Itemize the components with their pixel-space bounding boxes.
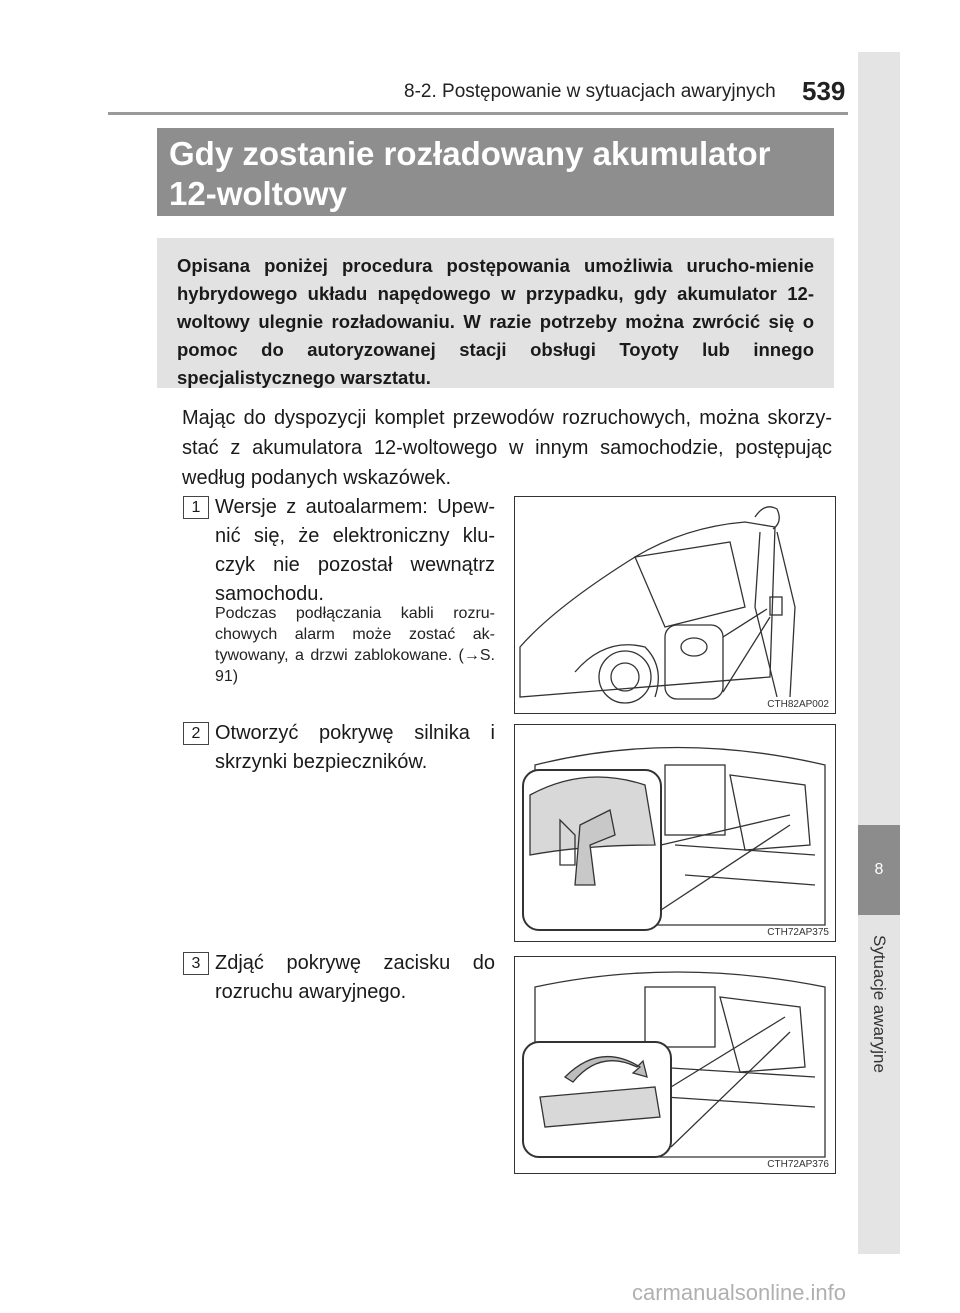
step-number-1: 1 bbox=[183, 496, 209, 519]
figure-code-2: CTH72AP375 bbox=[767, 927, 829, 938]
step-number-3: 3 bbox=[183, 952, 209, 975]
header-rule bbox=[108, 112, 848, 115]
step-note-1: Podczas podłączania kabli rozru-chowych alarm może zostać ak-tywowany, a drzwi zablokowane. (→S. 91) bbox=[215, 605, 495, 685]
figure-engine-cover bbox=[514, 724, 836, 942]
step-number-2: 2 bbox=[183, 722, 209, 745]
section-heading: 8-2. Postępowanie w sytuacjach awaryjnych bbox=[404, 81, 776, 102]
engine-cover-illustration bbox=[515, 725, 835, 941]
page-number: 539 bbox=[802, 76, 846, 106]
step-text-2: Otworzyć pokrywę silnika i skrzynki bezpieczników. bbox=[215, 722, 495, 773]
figure-terminal-cover bbox=[514, 956, 836, 1174]
chapter-number: 8 bbox=[874, 861, 884, 878]
figure-code-3: CTH72AP376 bbox=[767, 1159, 829, 1170]
chapter-label: Sytuacje awaryjne bbox=[870, 935, 889, 1073]
figure-car-key bbox=[514, 496, 836, 714]
step-text-1: Wersje z autoalarmem: Upew-nić się, że elektroniczny klu-czyk nie pozostał wewnątrz samochodu. bbox=[215, 496, 495, 605]
figure-code-1: CTH82AP002 bbox=[767, 699, 829, 710]
page-title: Gdy zostanie rozładowany akumulator 12-woltowy bbox=[157, 128, 834, 216]
body-paragraph: Mając do dyspozycji komplet przewodów rozruchowych, można skorzy-stać z akumulatora 12-woltowego w innym samochodzie, postępując według podanych wskazówek. bbox=[182, 407, 832, 489]
car-key-illustration bbox=[515, 497, 835, 713]
step-text-3: Zdjąć pokrywę zacisku do rozruchu awaryjnego. bbox=[215, 952, 495, 1003]
intro-box: Opisana poniżej procedura postępowania umożliwia urucho-mienie hybrydowego układu napędowego w przypadku, gdy akumulator 12-woltowy ulegnie rozładowaniu. W razie potrzeby można zwrócić się o pomoc do autoryzowanej stacji obsługi Toyoty lub innego specjalistycznego warsztatu. bbox=[157, 238, 834, 388]
chapter-number-tab bbox=[858, 825, 900, 915]
terminal-cover-illustration bbox=[515, 957, 835, 1173]
site-watermark: carmanualsonline.info bbox=[632, 1280, 847, 1305]
